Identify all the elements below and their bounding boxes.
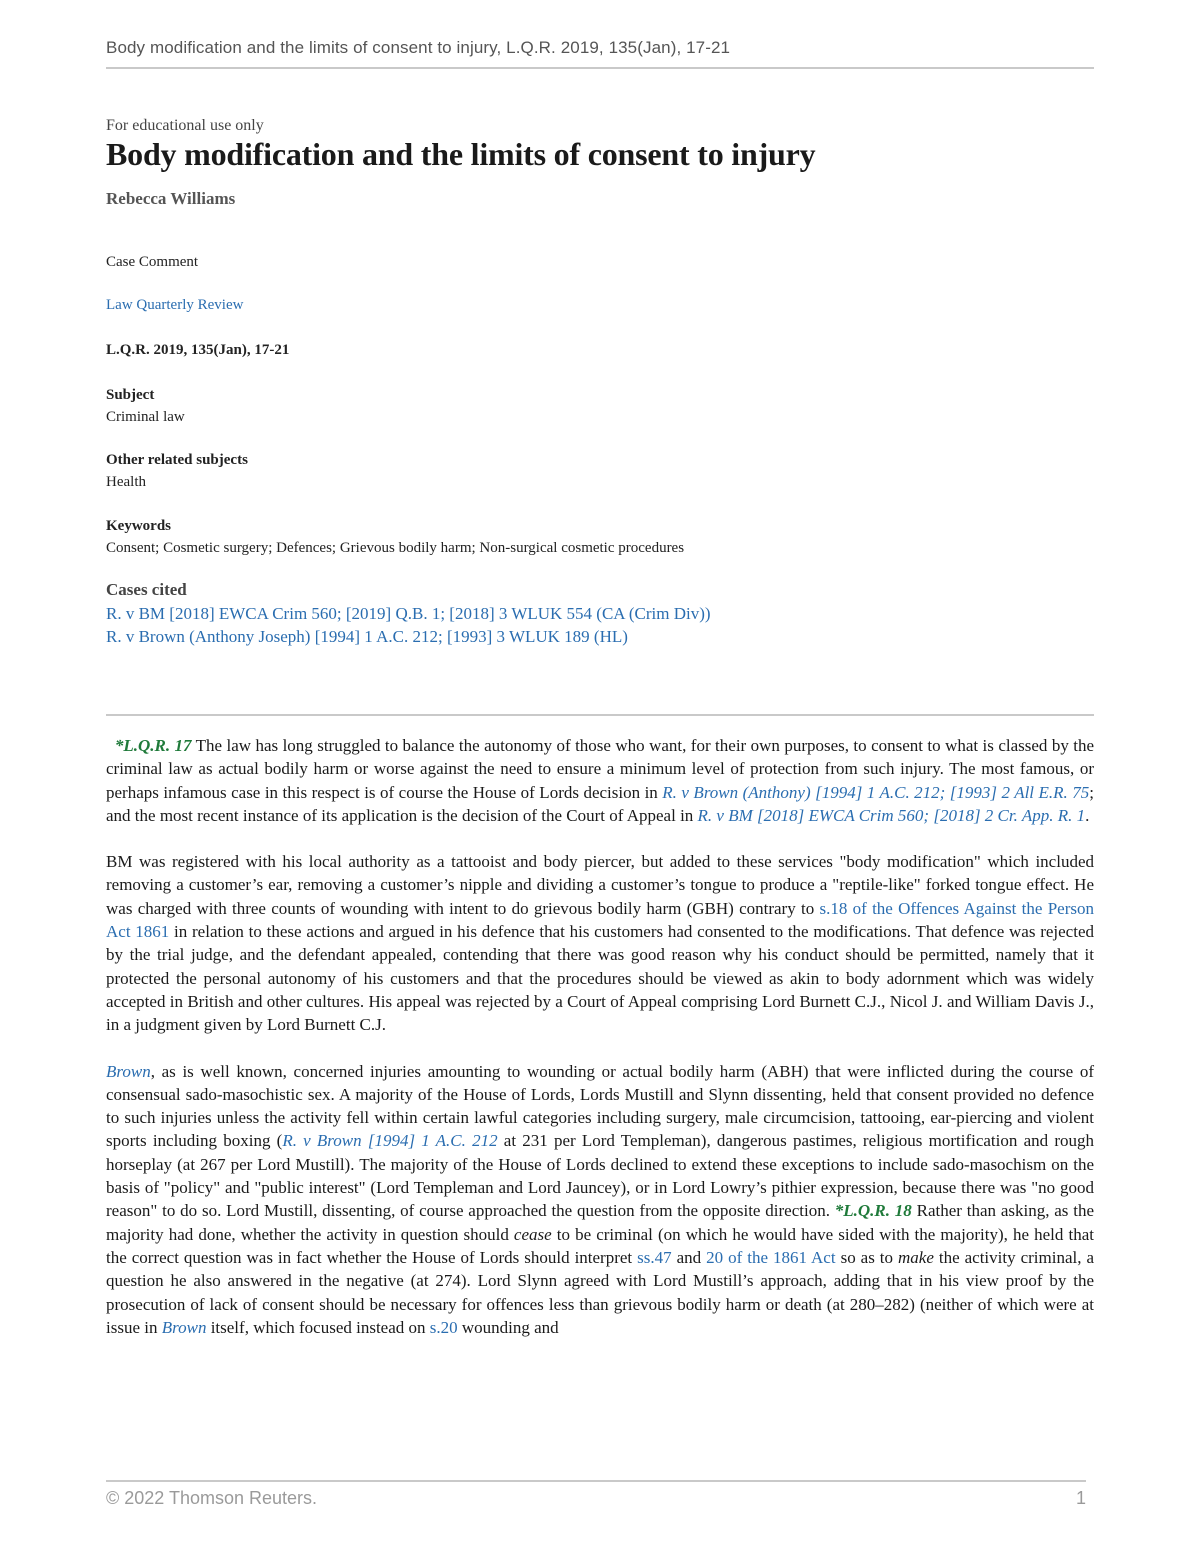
text: in relation to these actions and argued in his defence that his customers had consented to the modifications. That defence was rejected by the trial judge, and the defendant appealed, contending that there was good reason why his conduct should be permitted, namely that it protected the personal autonomy of his customers and that the procedures should be viewed as akin to body adornment which was widely accepted in British and other cultures. His appeal was rejected by a Court of Appeal comprising Lord Burnett C.J., Nicol J. and William Davis J., in a judgment given by Lord Burnett C.J. bbox=[106, 922, 1094, 1035]
text: , as is well known, concerned injuries amounting to wounding or actual bodily harm (ABH) that were inflicted during the course of consensual sado-masochistic sex. A majority of the House of Lords, Lords Mustill and Slynn dissenting, held that consent provided no defence to such injuries unless the activity fell within certain lawful categories including surgery, male circumcision, tattooing, ear-piercing and violent sports including boxing ( bbox=[106, 1061, 1094, 1151]
case-link[interactable]: Brown bbox=[161, 1317, 207, 1337]
text: BM was registered with his local authority as a tattooist and body piercer, but added to these services "body modification" which included removing a customer’s ear, removing a customer’s nipple and dividing a customer’s tongue to produce a "reptile-like" forked tongue effect. He was charged with three counts of wounding with intent to do grievous bodily harm (GBH) contrary to bbox=[106, 852, 1094, 918]
case-link[interactable]: R. v Brown (Anthony) [1994] 1 A.C. 212; [1993] 2 All E.R. 75 bbox=[662, 782, 1090, 802]
case-link[interactable]: Brown bbox=[106, 1061, 151, 1081]
page-number: 1 bbox=[1076, 1488, 1087, 1508]
text: at 231 per Lord Templeman), dangerous pastimes, religious mortification and rough horseplay (at 267 per Lord Mustill). The majority of the House of Lords declined to extend these exceptions to include sado-masochism on the basis of "policy" and "public interest" (Lord Templeman and Lord Jauncey), or in Lord Lowry’s pithier expression, because there was "no good reason" to do so. Lord Mustill, dissenting, of course approached the question from the opposite direction. bbox=[106, 1131, 1094, 1221]
statute-link[interactable]: ss.47 bbox=[637, 1247, 672, 1267]
educational-use-note: For educational use only bbox=[106, 117, 264, 134]
footer-divider bbox=[106, 1480, 1086, 1482]
paragraph bbox=[106, 1060, 1094, 1340]
related-subjects-value: Health bbox=[106, 474, 146, 490]
statute-link[interactable]: s.20 bbox=[429, 1317, 458, 1337]
text: Rather than asking, as the majority had done, whether the activity in question should bbox=[106, 1201, 1094, 1244]
keywords-value: Consent; Cosmetic surgery; Defences; Grievous bodily harm; Non-surgical cosmetic procedures bbox=[106, 540, 685, 556]
citation: L.Q.R. 2019, 135(Jan), 17-21 bbox=[106, 342, 290, 358]
text: so as to bbox=[835, 1247, 899, 1267]
statute-link[interactable]: s.18 of the Offences Against the Person Act 1861 bbox=[106, 898, 1094, 942]
subject-label: Subject bbox=[106, 387, 155, 403]
cases-cited-heading: Cases cited bbox=[106, 580, 187, 599]
text: ; and the most recent instance of its application is the decision of the Court of Appeal in bbox=[106, 782, 1094, 825]
author: Rebecca Williams bbox=[106, 189, 236, 208]
text: itself, which focused instead on bbox=[206, 1317, 430, 1337]
copyright-notice: © 2022 Thomson Reuters. bbox=[106, 1488, 318, 1508]
emphasis: cease bbox=[513, 1224, 552, 1244]
document-type: Case Comment bbox=[106, 254, 199, 270]
article-body bbox=[106, 734, 1094, 1362]
journal-link[interactable]: Law Quarterly Review bbox=[106, 297, 244, 313]
emphasis: make bbox=[898, 1247, 934, 1267]
case-link[interactable]: R. v BM [2018] EWCA Crim 560; [2018] 2 Cr. App. R. 1 bbox=[697, 805, 1086, 825]
page-marker: *L.Q.R. 17 bbox=[114, 736, 192, 755]
text: and bbox=[671, 1247, 707, 1267]
case-link[interactable]: R. v Brown [1994] 1 A.C. 212 bbox=[282, 1131, 498, 1151]
document-title: Body modification and the limits of consent to injury bbox=[106, 136, 816, 172]
text: The law has long struggled to balance the autonomy of those who want, for their own purposes, to consent to what is classed by the criminal law as actual bodily harm or worse against the need to ensure a minimum level of protection from such injury. The most famous, or perhaps infamous case in this respect is of course the House of Lords decision in bbox=[106, 736, 1095, 802]
text: to be criminal (on which he would have sided with the majority), he held that the correct question was in fact whether the House of Lords should interpret bbox=[106, 1224, 1094, 1267]
text: wounding and bbox=[457, 1317, 559, 1337]
text: . bbox=[1085, 805, 1090, 825]
running-header: Body modification and the limits of consent to injury, L.Q.R. 2019, 135(Jan), 17-21 bbox=[106, 38, 731, 57]
cited-case-link[interactable]: R. v Brown (Anthony Joseph) [1994] 1 A.C. 212; [1993] 3 WLUK 189 (HL) bbox=[106, 627, 628, 646]
paragraph bbox=[106, 850, 1094, 1036]
page-marker: *L.Q.R. 18 bbox=[834, 1201, 912, 1221]
cited-case-link[interactable]: R. v BM [2018] EWCA Crim 560; [2019] Q.B. 1; [2018] 3 WLUK 554 (CA (Crim Div)) bbox=[106, 604, 711, 623]
keywords-label: Keywords bbox=[106, 518, 171, 534]
header-divider bbox=[106, 67, 1094, 69]
content-divider bbox=[106, 714, 1094, 716]
related-subjects-label: Other related subjects bbox=[106, 452, 248, 468]
subject-value: Criminal law bbox=[106, 409, 185, 425]
paragraph bbox=[106, 734, 1094, 827]
statute-link[interactable]: 20 of the 1861 Act bbox=[706, 1247, 836, 1267]
text: the activity criminal, a question he also answered in the negative (at 274). Lord Slynn agreed with Lord Mustill’s approach, adding that in his view proof by the prosecution of lack of consent should be necessary for offences less than grievous bodily harm or death (at 280–282) (neither of which were at issue in bbox=[106, 1247, 1094, 1337]
